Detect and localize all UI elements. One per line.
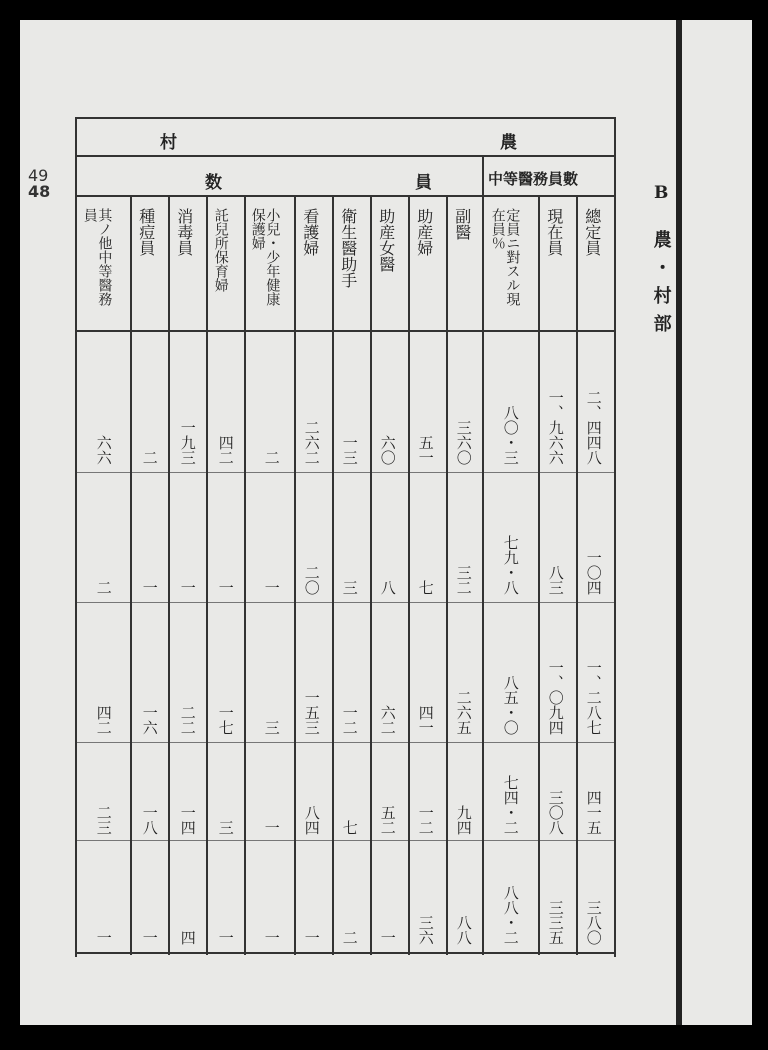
table-cell: 二、四四八 [584, 390, 603, 465]
col-sep [168, 195, 170, 955]
table-cell: 一七 [216, 705, 235, 735]
col-sep [130, 195, 132, 955]
table-cell: 一六 [140, 705, 159, 735]
col-sep [446, 195, 448, 955]
sub-right: 中等醫務員數 [488, 170, 579, 188]
table-cell: 四二 [94, 705, 113, 735]
table-cell: 一〇四 [584, 550, 603, 595]
table-cell: 七九・八 [501, 535, 520, 595]
table-cell: 五一 [416, 435, 435, 465]
table-cell: 三三五 [546, 900, 565, 945]
rule-row4 [75, 840, 615, 841]
table-cell: 八五・〇 [501, 675, 520, 735]
table-cell: 一三 [340, 435, 359, 465]
col-header: 其ノ他中等醫務員 [81, 208, 113, 306]
table-cell: 一 [178, 580, 197, 595]
table-cell: 二〇 [302, 565, 321, 595]
margin-note-bottom: 48 [28, 182, 51, 201]
table-cell: 三 [262, 720, 281, 735]
table-cell: 八八 [454, 915, 473, 945]
table-cell: 七 [340, 820, 359, 835]
title-right: 農 [500, 133, 517, 153]
table-cell: 一 [302, 930, 321, 945]
table-cell: 八〇・三 [501, 405, 520, 465]
table-cell: 一 [140, 580, 159, 595]
table-cell: 一二 [340, 705, 359, 735]
col-sep [332, 195, 334, 955]
table-cell: 四二 [216, 435, 235, 465]
table-cell: 八四 [302, 805, 321, 835]
table-cell: 七 [416, 580, 435, 595]
table-cell: 六二 [378, 705, 397, 735]
col-sep [576, 195, 578, 955]
col-header: 現在員 [544, 208, 564, 256]
table-cell: 一九三 [178, 420, 197, 465]
table-cell: 一 [216, 580, 235, 595]
col-sep [294, 195, 296, 955]
table-cell: 八三 [546, 565, 565, 595]
col-sep [408, 195, 410, 955]
table-cell: 一、〇九四 [546, 660, 565, 735]
rule-left [75, 117, 77, 957]
table-cell: 六六 [94, 435, 113, 465]
table-cell: 二二 [178, 705, 197, 735]
table-cell: 一 [262, 580, 281, 595]
table-cell: 二 [140, 450, 159, 465]
table-cell: 八 [378, 580, 397, 595]
document-page [20, 20, 752, 1025]
title-left: 村 [160, 133, 177, 153]
table-cell: 一 [262, 930, 281, 945]
side-title: 農・村部 [650, 230, 672, 342]
rule-right [614, 117, 616, 957]
rule-row3 [75, 742, 615, 743]
col-sep [538, 195, 540, 955]
rule-3 [75, 195, 615, 197]
table-cell: 二三 [94, 805, 113, 835]
margin-note-top: 49 [28, 166, 49, 185]
col-header: 助産婦 [414, 208, 434, 256]
col-header: 副醫 [452, 208, 472, 240]
rule-row2 [75, 602, 615, 603]
table-cell: 一 [94, 930, 113, 945]
rule-4 [75, 330, 615, 332]
table-cell: 一 [262, 820, 281, 835]
side-letter: B [654, 183, 669, 203]
sub-mid: 員 [415, 173, 432, 193]
margin-note [28, 168, 50, 200]
col-header: 託兒所保育婦 [212, 208, 229, 292]
table-cell: 二六五 [454, 690, 473, 735]
sub-left: 数 [205, 173, 222, 193]
rule-top [75, 117, 615, 119]
table-cell: 二 [94, 580, 113, 595]
table-cell: 一四 [178, 805, 197, 835]
rule-row1 [75, 472, 615, 473]
col-header: 小兒・少年健康保護婦 [249, 208, 281, 306]
col-header: 助産女醫 [376, 208, 396, 272]
table-cell: 三八〇 [584, 900, 603, 945]
col-header: 種痘員 [136, 208, 156, 256]
table-cell: 二六二 [302, 420, 321, 465]
table-cell: 一 [378, 930, 397, 945]
col-header: 定員ニ對スル現在員％ [489, 208, 521, 306]
rule-2 [75, 155, 615, 157]
table-cell: 四一五 [584, 790, 603, 835]
col-header: 消毒員 [174, 208, 194, 256]
table-cell: 三六〇 [454, 420, 473, 465]
table-cell: 三二 [454, 565, 473, 595]
table-cell: 三六 [416, 915, 435, 945]
table-cell: 七四・二 [501, 775, 520, 835]
table-cell: 三 [340, 580, 359, 595]
table-cell: 三 [216, 820, 235, 835]
table-cell: 九四 [454, 805, 473, 835]
table-cell: 五二 [378, 805, 397, 835]
table-cell: 八八・二 [501, 885, 520, 945]
table-cell: 四一 [416, 705, 435, 735]
table-cell: 一五三 [302, 690, 321, 735]
col-sep [244, 195, 246, 955]
table-cell: 一二 [416, 805, 435, 835]
table-cell: 一、九六六 [546, 390, 565, 465]
table-cell: 二 [340, 930, 359, 945]
table-cell: 六〇 [378, 435, 397, 465]
table-cell: 一 [140, 930, 159, 945]
table-cell: 一八 [140, 805, 159, 835]
table-cell: 四 [178, 930, 197, 945]
table-cell: 三〇八 [546, 790, 565, 835]
rule-sub [482, 155, 484, 955]
table-cell: 二 [262, 450, 281, 465]
table-cell: 一 [216, 930, 235, 945]
col-header: 總定員 [582, 208, 602, 256]
col-header: 衛生醫助手 [338, 208, 358, 288]
col-sep [370, 195, 372, 955]
col-sep [206, 195, 208, 955]
table-cell: 一、二八七 [584, 660, 603, 735]
rule-bottom [75, 952, 615, 954]
col-header: 看護婦 [300, 208, 320, 256]
